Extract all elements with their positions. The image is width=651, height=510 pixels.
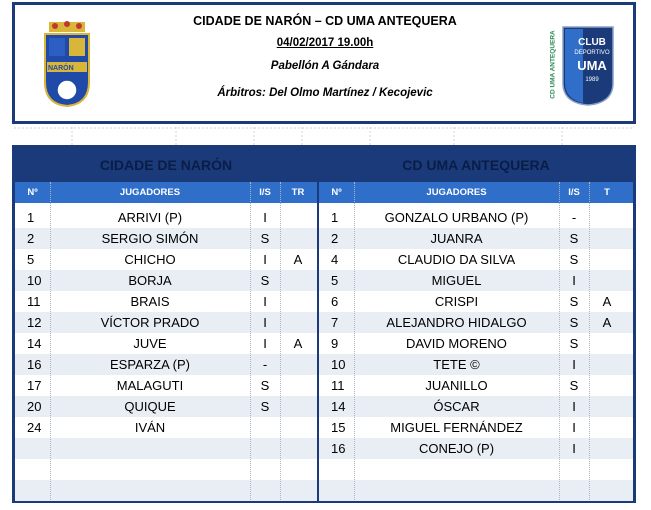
player-is: S: [260, 231, 270, 246]
player-name: [50, 459, 250, 480]
table-row: [319, 396, 633, 417]
player-t: [589, 438, 625, 459]
player-name: MIGUEL FERNÁNDEZ: [390, 420, 523, 435]
player-tr: [280, 207, 316, 228]
player-is: I: [263, 210, 267, 225]
home-column-headers: [15, 182, 317, 203]
player-number: 1: [27, 210, 35, 225]
player-t: [589, 354, 625, 375]
player-is: [559, 459, 589, 480]
home-col-is: I/S: [259, 187, 271, 198]
away-col-players: JUGADORES: [426, 187, 487, 198]
table-row: [15, 480, 317, 501]
player-name: CRISPI: [434, 294, 479, 309]
player-name: JUVE: [133, 336, 167, 351]
player-number: 6: [331, 294, 339, 309]
player-number: 16: [331, 441, 346, 456]
player-name: QUIQUE: [124, 399, 176, 414]
player-is: S: [569, 378, 579, 393]
player-t: [589, 459, 625, 480]
table-row: [15, 438, 317, 459]
home-col-tr: TR: [291, 187, 305, 198]
table-row: [319, 333, 633, 354]
player-t: [589, 480, 625, 501]
player-number: 1: [331, 210, 339, 225]
player-name: [50, 438, 250, 459]
table-row: [319, 354, 633, 375]
match-header: [12, 2, 636, 124]
player-number: 24: [27, 420, 42, 435]
player-name: JUANILLO: [425, 378, 488, 393]
player-name: CONEJO (P): [418, 441, 495, 456]
player-t: A: [602, 294, 612, 309]
player-name: [354, 459, 559, 480]
player-is: I: [572, 357, 576, 372]
player-is: [250, 438, 280, 459]
away-col-t: T: [604, 187, 610, 198]
player-tr: [280, 375, 316, 396]
match-title: CIDADE DE NARÓN – CD UMA ANTEQUERA: [193, 14, 457, 28]
player-is: S: [569, 315, 579, 330]
player-t: [589, 396, 625, 417]
table-row: [319, 417, 633, 438]
player-is: -: [262, 357, 268, 372]
crest-right-side-label: CD UMA ANTEQUERA: [549, 30, 557, 99]
player-number: 20: [27, 399, 42, 414]
home-col-players: JUGADORES: [119, 187, 181, 198]
player-number: 12: [27, 315, 42, 330]
crest-right-year: 1989: [585, 77, 599, 83]
home-player-list: [15, 207, 317, 501]
crest-right-club: CLUB: [578, 37, 606, 48]
table-row: [319, 249, 633, 270]
home-col-number: Nº: [27, 187, 38, 198]
crest-right-sub: DEPORTIVO: [574, 50, 610, 56]
player-is: S: [260, 378, 270, 393]
table-row: [319, 228, 633, 249]
player-is: S: [569, 231, 579, 246]
table-row: [15, 249, 317, 270]
away-column-headers: [319, 182, 633, 203]
away-col-number: Nº: [331, 187, 342, 198]
player-number: 11: [27, 294, 41, 309]
player-is: [250, 417, 280, 438]
player-t: A: [602, 315, 612, 330]
player-name: JUANRA: [430, 231, 483, 246]
player-is: I: [263, 336, 267, 351]
player-tr: A: [293, 252, 303, 267]
player-t: [589, 228, 625, 249]
player-name: ÓSCAR: [433, 399, 480, 414]
player-t: [589, 249, 625, 270]
player-is: [559, 480, 589, 501]
table-row: [15, 207, 317, 228]
player-number: 17: [27, 378, 42, 393]
player-is: [250, 459, 280, 480]
table-row: [319, 312, 633, 333]
table-row: [15, 333, 317, 354]
player-is: S: [569, 294, 579, 309]
player-is: I: [263, 252, 267, 267]
player-is: S: [569, 252, 579, 267]
player-number: 14: [331, 399, 346, 414]
player-number: [319, 459, 354, 480]
table-row: [15, 354, 317, 375]
player-name: IVÁN: [134, 420, 166, 435]
table-row: [319, 207, 633, 228]
player-name: MIGUEL: [431, 273, 482, 288]
player-name: CHICHO: [124, 252, 176, 267]
crest-right-name: UMA: [577, 58, 607, 73]
table-row: [15, 375, 317, 396]
player-number: 10: [331, 357, 346, 372]
player-is: I: [572, 399, 576, 414]
player-name: MALAGUTI: [116, 378, 184, 393]
player-tr: [280, 480, 316, 501]
player-tr: [280, 354, 316, 375]
player-tr: [280, 438, 316, 459]
player-is: I: [263, 315, 267, 330]
table-row: [15, 312, 317, 333]
player-is: I: [263, 294, 267, 309]
table-row: [15, 228, 317, 249]
player-is: I: [572, 441, 576, 456]
player-tr: [280, 396, 316, 417]
table-row: [15, 291, 317, 312]
match-venue: Pabellón A Gándara: [270, 60, 380, 72]
player-name: GONZALO URBANO (P): [384, 210, 529, 225]
player-number: [15, 459, 50, 480]
player-t: [589, 417, 625, 438]
player-is: [250, 480, 280, 501]
roster-table: [12, 145, 636, 503]
away-team-name: CD UMA ANTEQUERA: [319, 148, 633, 182]
table-row: [319, 480, 633, 501]
player-number: [319, 480, 354, 501]
table-row: [319, 270, 633, 291]
table-row: [15, 270, 317, 291]
table-row: [319, 459, 633, 480]
player-name: ARRIVI (P): [117, 210, 183, 225]
player-tr: [280, 417, 316, 438]
match-referees: Árbitros: Del Olmo Martínez / Kecojevic: [217, 87, 433, 99]
player-name: ESPARZA (P): [110, 357, 190, 372]
player-tr: [280, 312, 316, 333]
away-col-is: I/S: [568, 187, 580, 198]
table-row: [15, 396, 317, 417]
table-row: [15, 417, 317, 438]
player-number: 14: [27, 336, 42, 351]
player-name: TETE ©: [433, 357, 480, 372]
player-t: [589, 207, 625, 228]
player-name: SERGIO SIMÓN: [101, 231, 199, 246]
player-number: 5: [331, 273, 339, 288]
crest-left-label: NARÓN: [48, 65, 74, 72]
table-row: [319, 291, 633, 312]
player-number: 16: [27, 357, 42, 372]
away-player-list: [319, 207, 633, 501]
player-number: 5: [27, 252, 35, 267]
table-row: [15, 459, 317, 480]
player-is: S: [260, 399, 270, 414]
player-name: [50, 480, 250, 501]
table-row: [319, 438, 633, 459]
player-is: I: [572, 273, 576, 288]
player-tr: [280, 459, 316, 480]
player-name: BRAIS: [130, 294, 170, 309]
player-tr: [280, 291, 316, 312]
player-number: 2: [27, 231, 35, 246]
narón-crest-icon: [41, 20, 93, 108]
player-tr: [280, 228, 316, 249]
player-tr: [280, 270, 316, 291]
player-name: [354, 480, 559, 501]
player-t: [589, 333, 625, 354]
player-is: S: [260, 273, 270, 288]
player-number: 9: [331, 336, 339, 351]
player-is: S: [569, 336, 579, 351]
player-number: 2: [331, 231, 339, 246]
match-date: 04/02/2017 19.00h: [276, 37, 374, 49]
table-row: [319, 375, 633, 396]
spreadsheet-grid-strip: [14, 127, 634, 145]
player-name: ALEJANDRO HIDALGO: [386, 315, 527, 330]
player-t: [589, 375, 625, 396]
player-number: [15, 480, 50, 501]
player-tr: A: [293, 336, 303, 351]
player-name: DAVID MORENO: [406, 336, 507, 351]
player-is: I: [572, 420, 576, 435]
player-number: 15: [331, 420, 346, 435]
player-number: 7: [331, 315, 339, 330]
player-number: [15, 438, 50, 459]
player-t: [589, 270, 625, 291]
home-team-name: CIDADE DE NARÓN: [15, 148, 317, 182]
player-is: -: [571, 210, 577, 225]
player-number: 4: [331, 252, 339, 267]
player-name: BORJA: [128, 273, 172, 288]
player-name: VÍCTOR PRADO: [100, 315, 200, 330]
player-name: CLAUDIO DA SILVA: [397, 252, 516, 267]
player-number: 11: [331, 378, 345, 393]
player-number: 10: [27, 273, 42, 288]
